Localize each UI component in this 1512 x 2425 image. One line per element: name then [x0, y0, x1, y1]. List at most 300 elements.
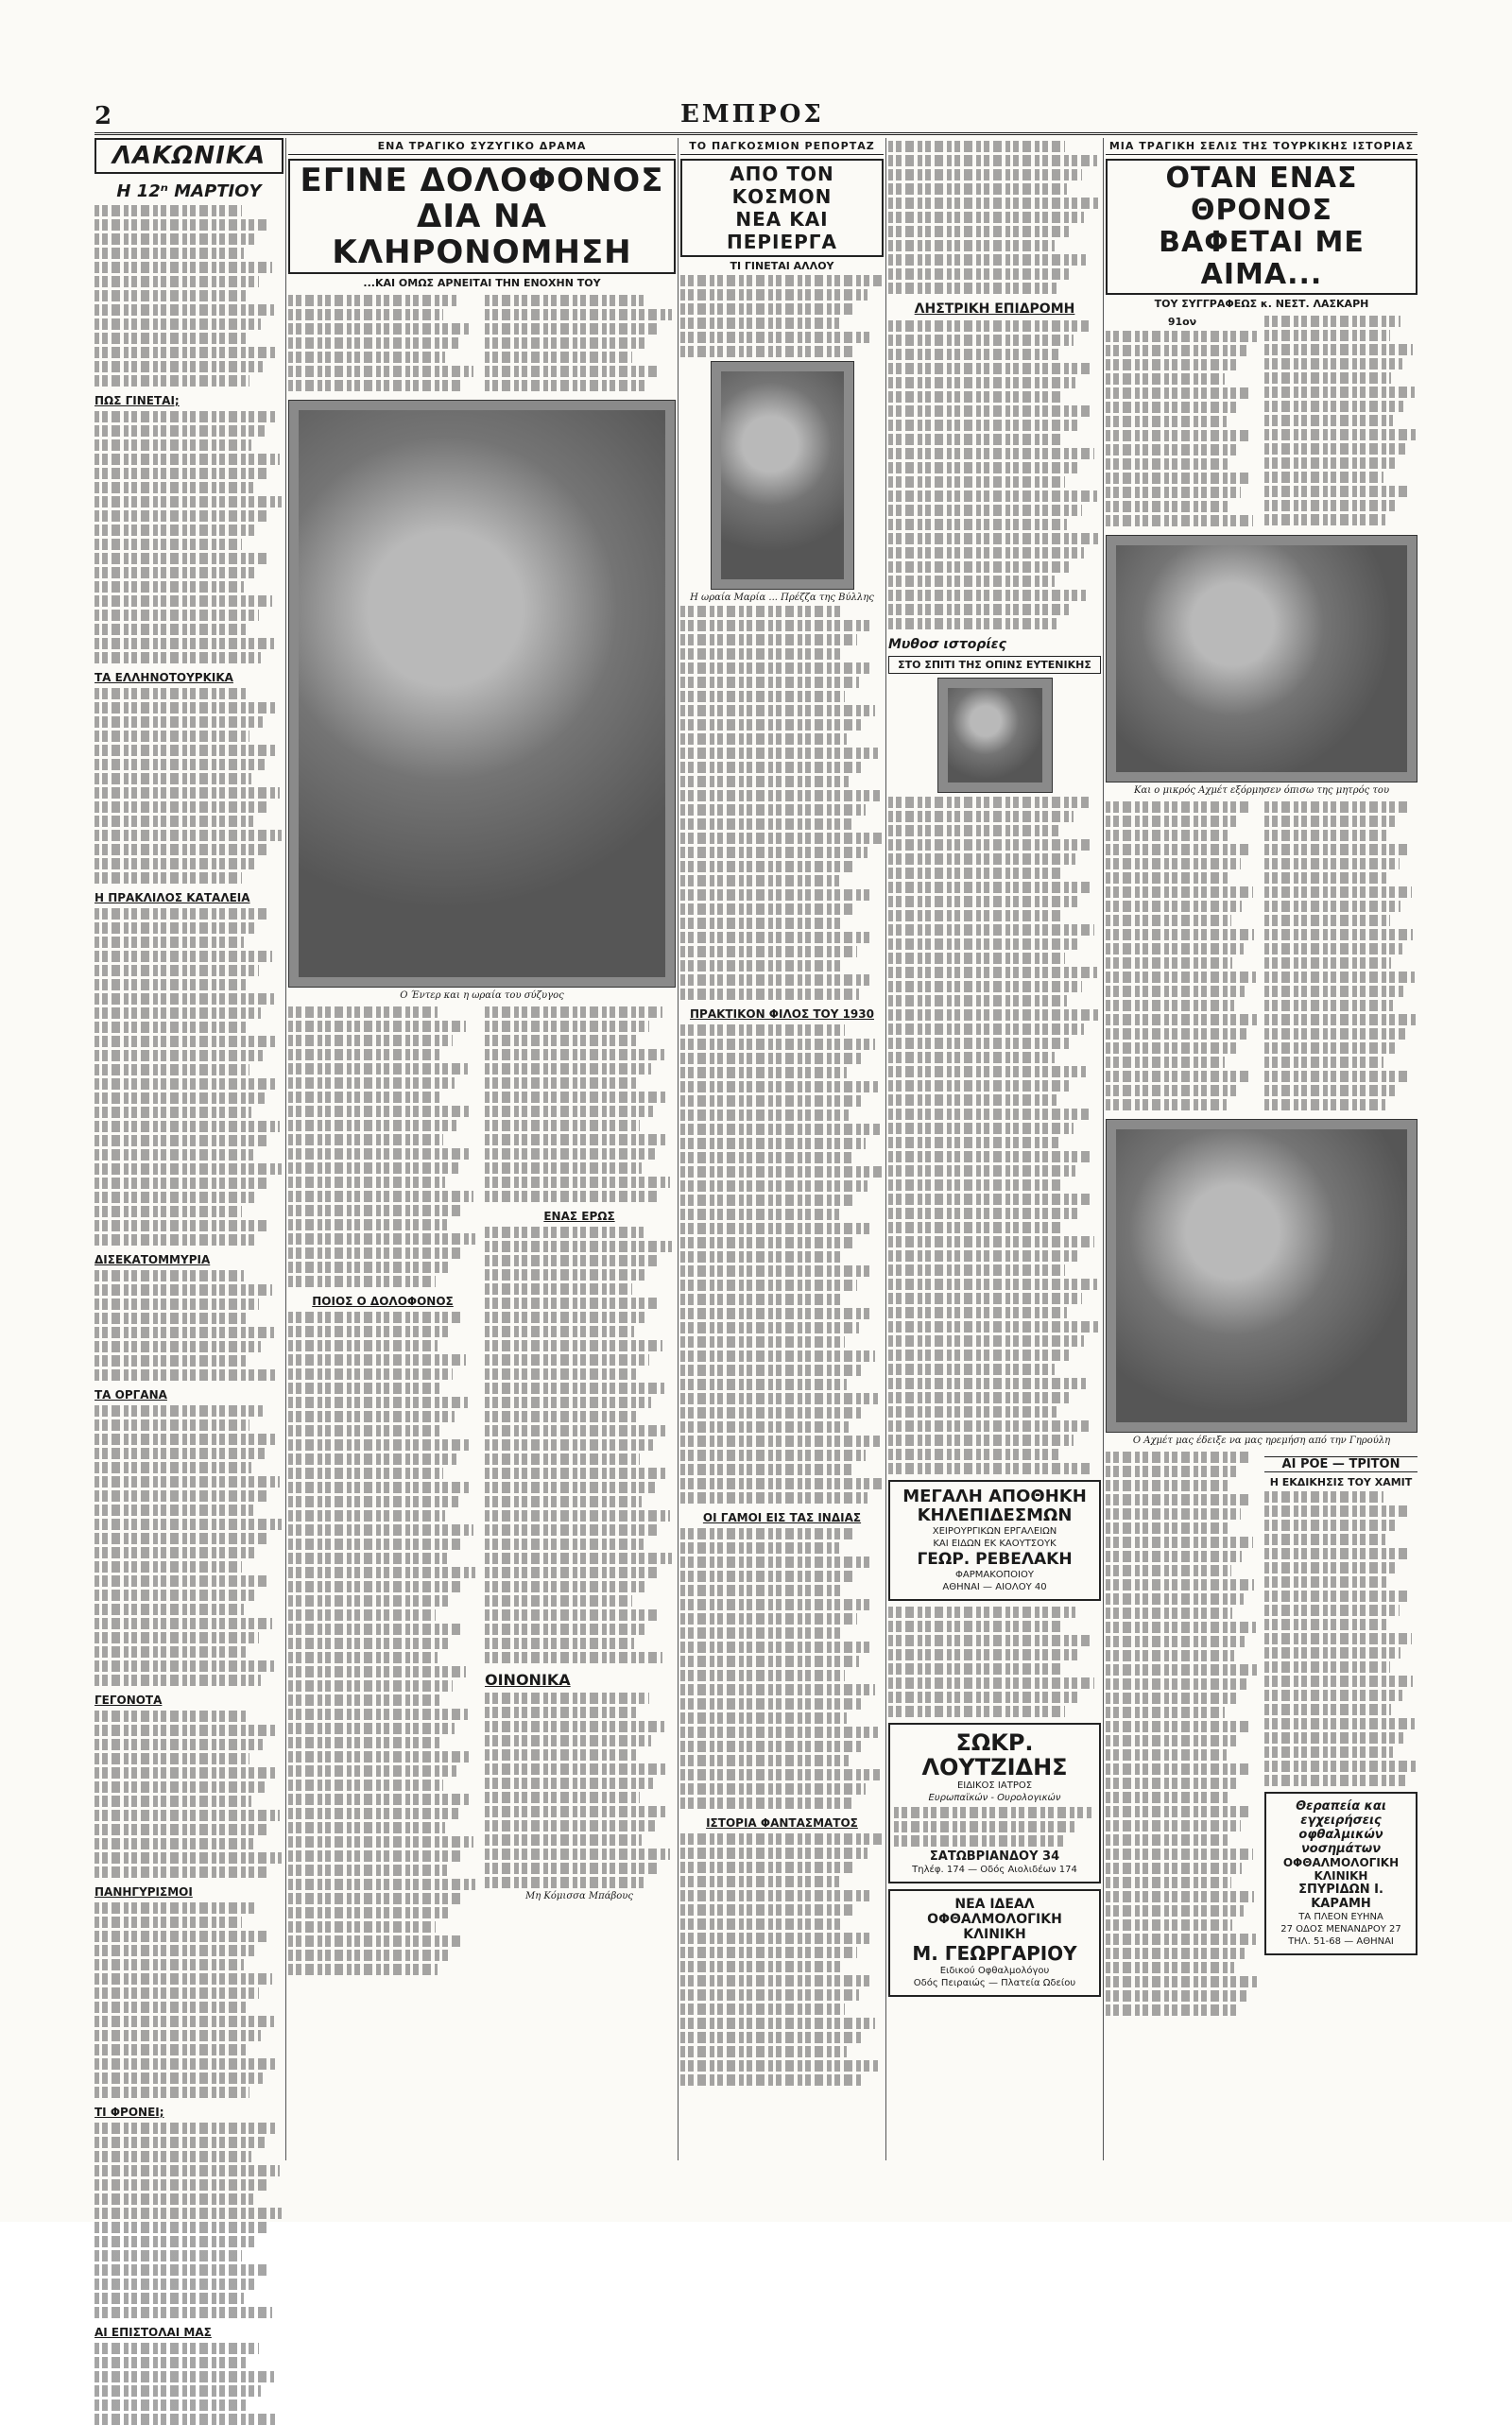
text-line	[680, 1464, 851, 1475]
text-line	[288, 1652, 438, 1663]
text-line	[288, 1425, 441, 1436]
text-line	[288, 1765, 456, 1777]
text-line	[888, 155, 1097, 166]
text-line	[1264, 986, 1403, 997]
text-line	[1106, 972, 1256, 983]
text-line	[680, 776, 849, 787]
ad-line: Ευρωπαϊκών - Ουρολογικών	[928, 1793, 1061, 1803]
text-line	[94, 1902, 255, 1914]
text-line	[1264, 1718, 1415, 1729]
text-line	[1264, 1576, 1387, 1588]
column-divider	[285, 138, 286, 2160]
text-line	[94, 2123, 278, 2134]
text-line	[94, 1931, 270, 1942]
text-line	[680, 1876, 839, 1887]
text-line	[1106, 1678, 1246, 1690]
text-line	[680, 1862, 853, 1873]
text-line	[1106, 473, 1251, 484]
text-line	[888, 938, 1080, 950]
text-line	[288, 1567, 475, 1578]
ad-line: ΦΑΡΜΑΚΟΠΟΙΟΥ	[955, 1570, 1034, 1580]
text-line	[888, 896, 1077, 907]
text-line	[288, 1865, 447, 1876]
section-heading: ΠΡΑΚΤΙΚΟΝ ΦΙΛΟΣ ΤΟΥ 1930	[690, 1007, 874, 1021]
text-line	[888, 882, 1092, 893]
text-line	[888, 1692, 1080, 1703]
text-line	[94, 1917, 242, 1928]
text-line	[94, 965, 259, 976]
section-heading: Η ΠΡΑΚΛΙΛΟΣ ΚΑΤΑΛΕΙΑ	[94, 891, 250, 904]
photo-caption: Ο Έντερ και η ωραία του σύζυγος	[400, 990, 564, 1001]
text-line	[680, 1528, 853, 1539]
text-line	[1106, 430, 1249, 441]
headline-line-2: ΔΙΑ ΝΑ ΚΛΗΡΟΝΟΜΗΣΗ	[332, 198, 632, 271]
text-line	[680, 1109, 849, 1121]
text-line	[94, 482, 253, 493]
text-line	[888, 377, 1075, 388]
text-line	[680, 1039, 875, 1050]
text-line	[680, 1698, 861, 1710]
text-line	[288, 1694, 439, 1706]
text-line	[288, 1006, 438, 1018]
ad-line: Οδός Πειραιώς — Πλατεία Ωδείου	[913, 1978, 1076, 1988]
text-line	[1106, 1028, 1246, 1040]
text-line	[94, 1725, 276, 1736]
text-line	[485, 1120, 640, 1131]
text-line	[94, 1711, 248, 1722]
text-line	[680, 960, 843, 972]
text-line	[94, 1206, 242, 1217]
ad-line: ΤΑ ΠΛΕΟΝ ΕΥΗΝΑ	[1298, 1912, 1383, 1922]
text-line	[94, 1341, 261, 1352]
text-line	[680, 2004, 845, 2015]
text-line	[888, 1222, 1063, 1233]
text-line	[485, 1877, 644, 1888]
text-line	[1264, 972, 1415, 983]
text-line	[680, 818, 851, 830]
text-line	[680, 1081, 878, 1092]
text-line	[288, 1411, 455, 1422]
text-line	[288, 1893, 462, 1904]
text-line	[1106, 1000, 1234, 1011]
text-line	[1106, 1707, 1225, 1718]
text-line	[485, 1749, 638, 1761]
text-line	[288, 1581, 462, 1592]
text-line	[94, 2264, 270, 2276]
text-line	[485, 366, 661, 377]
ad-name: Μ. ΓΕΩΡΓΑΡΙΟΥ	[912, 1942, 1077, 1965]
article-kicker: ΤΟ ΠΑΓΚΟΣΜΙΟΝ ΡΕΠΟΡΤΑΖ	[680, 138, 884, 155]
text-line	[680, 1195, 853, 1206]
text-line	[888, 1706, 1065, 1717]
text-line	[680, 1947, 857, 1958]
text-line	[1106, 1863, 1242, 1874]
text-line	[94, 1284, 272, 1296]
article-kicker: ΕΝΑ ΤΡΑΓΙΚΟ ΣΥΖΥΓΙΚΟ ΔΡΑΜΑ	[288, 138, 676, 155]
text-line	[288, 380, 460, 391]
text-line	[1264, 429, 1416, 440]
text-line	[1106, 1693, 1236, 1704]
text-line	[485, 1567, 659, 1578]
text-line	[680, 1684, 875, 1695]
text-line	[94, 638, 274, 649]
text-line	[485, 1191, 657, 1202]
text-line	[288, 1510, 445, 1522]
text-line	[1264, 415, 1393, 426]
text-line	[94, 872, 242, 884]
text-line	[680, 318, 839, 329]
text-line	[485, 1177, 670, 1188]
children-illustration	[937, 678, 1053, 793]
ad-line: ΑΘΗΝΑΙ — ΑΙΟΛΟΥ 40	[942, 1582, 1047, 1592]
text-line	[680, 1961, 843, 1972]
text-line	[1106, 801, 1249, 813]
text-line	[888, 1321, 1099, 1333]
page-number: 2	[94, 102, 112, 130]
text-line	[1264, 1761, 1416, 1772]
section-heading: ΑΙ ΕΠΙΣΤΟΛΑΙ ΜΑΣ	[94, 2326, 212, 2339]
text-line	[485, 1510, 670, 1522]
text-line	[94, 1163, 282, 1175]
ad-line: ΕΙΔΙΚΟΣ ΙΑΤΡΟΣ	[956, 1780, 1033, 1791]
text-line	[680, 1294, 843, 1305]
text-line	[680, 1067, 847, 1078]
text-line	[1106, 1664, 1257, 1676]
text-line	[1106, 1990, 1246, 2002]
text-line	[94, 2250, 242, 2262]
text-line	[94, 425, 265, 437]
text-line	[1106, 1834, 1229, 1846]
headline-line-1: ΕΓΙΝΕ ΔΟΛΟΦΟΝΟΣ	[300, 162, 664, 199]
text-line	[94, 1646, 246, 1658]
text-line	[1106, 1905, 1244, 1917]
text-line	[1106, 359, 1236, 370]
text-line	[1264, 929, 1413, 940]
text-line	[288, 1148, 472, 1160]
text-line	[1264, 1562, 1398, 1574]
text-line	[680, 1741, 864, 1752]
text-line	[485, 1241, 672, 1252]
section-heading: ΤΑ ΕΛΛΗΝΟΤΟΥΡΚΙΚΑ	[94, 671, 233, 684]
text-line	[94, 1519, 282, 1530]
article-headline	[288, 159, 676, 274]
text-line	[94, 1121, 280, 1132]
text-line	[1106, 1042, 1236, 1054]
text-line	[94, 1575, 270, 1587]
text-line	[888, 1109, 1089, 1120]
text-line	[680, 1280, 857, 1291]
text-line	[94, 1007, 261, 1019]
text-line	[485, 1006, 662, 1018]
text-line	[288, 1120, 456, 1131]
text-line	[680, 2074, 864, 2086]
text-line	[680, 1712, 847, 1724]
text-line	[288, 1092, 441, 1103]
text-line	[485, 1707, 636, 1718]
text-line	[94, 731, 249, 742]
text-line	[485, 1411, 638, 1422]
text-line	[680, 1904, 855, 1916]
text-line	[94, 1355, 248, 1367]
text-line	[288, 1191, 473, 1202]
text-line	[94, 1078, 278, 1090]
text-line	[888, 363, 1091, 374]
text-line	[1106, 1948, 1245, 1959]
text-line	[1106, 1891, 1254, 1902]
ad-eye-clinic	[888, 1889, 1101, 1997]
text-line	[1106, 1877, 1231, 1888]
text-line	[1106, 1071, 1248, 1082]
ad-line: ΟΦΘΑΛΜΟΛΟΓΙΚΗ ΚΛΙΝΙΚΗ	[1282, 1856, 1400, 1883]
text-line	[888, 320, 1089, 332]
text-line	[288, 1907, 449, 1918]
text-line	[94, 1781, 265, 1793]
text-line	[680, 275, 882, 286]
text-line	[680, 1322, 859, 1333]
text-line	[94, 2343, 259, 2354]
text-line	[680, 1024, 845, 1036]
ad-line: ΣΑΤΩΒΡΙΑΝΔΟΥ 34	[929, 1849, 1060, 1864]
text-line	[94, 2044, 248, 2055]
text-line	[485, 1863, 657, 1874]
text-line	[888, 1179, 1060, 1191]
text-line	[288, 1624, 464, 1635]
text-line	[1106, 1778, 1239, 1789]
text-line	[288, 1751, 470, 1763]
text-line	[485, 1283, 632, 1295]
text-line	[485, 1482, 655, 1493]
text-line	[888, 268, 1072, 280]
text-line	[94, 2385, 261, 2397]
text-line	[94, 1604, 244, 1615]
text-line	[94, 1050, 263, 1061]
text-line	[94, 858, 255, 869]
text-line	[288, 1021, 466, 1032]
text-line	[1264, 1775, 1405, 1786]
text-line	[485, 1106, 653, 1117]
text-line	[888, 1392, 1072, 1403]
text-line	[1264, 500, 1396, 511]
text-line	[1106, 1057, 1225, 1068]
text-line	[680, 1436, 880, 1447]
text-line	[1106, 1452, 1249, 1463]
text-line	[94, 1618, 272, 1629]
text-line	[1106, 1735, 1237, 1746]
text-line	[888, 910, 1063, 921]
headline-line-2: ΝΕΑ ΚΑΙ ΠΕΡΙΕΡΓΑ	[726, 208, 838, 253]
text-line	[680, 1556, 869, 1568]
text-line	[94, 2399, 248, 2411]
section-heading: ΤΑ ΟΡΓΑΝΑ	[94, 1388, 167, 1402]
text-line	[94, 1327, 274, 1338]
text-line	[888, 1378, 1086, 1389]
text-line	[288, 1312, 464, 1323]
headline-line-1: ΟΤΑΝ ΕΝΑΣ ΘΡΟΝΟΣ	[1165, 162, 1358, 227]
text-line	[680, 1421, 849, 1433]
text-line	[94, 595, 272, 607]
text-line	[94, 290, 246, 301]
text-line	[1106, 1650, 1234, 1661]
text-line	[288, 1035, 453, 1046]
text-line	[888, 1677, 1094, 1689]
text-line	[1106, 1792, 1228, 1803]
text-line	[888, 1335, 1084, 1347]
text-line	[1106, 1579, 1254, 1591]
text-line	[485, 1340, 662, 1351]
text-line	[94, 844, 268, 855]
text-line	[1264, 1505, 1407, 1517]
photo-caption: Η ωραία Μαρία ... Πρέζζα της Βύλλης	[690, 593, 874, 603]
text-line	[680, 1755, 849, 1766]
text-line	[94, 567, 257, 578]
text-line	[1264, 1704, 1391, 1715]
text-line	[888, 604, 1072, 615]
text-line	[1106, 1763, 1249, 1775]
text-line	[94, 1092, 265, 1104]
text-line	[288, 1134, 443, 1145]
section-heading: ΟΙ ΓΑΜΟΙ ΕΙΣ ΤΑΣ ΙΝΔΙΑΣ	[702, 1511, 862, 1524]
text-line	[288, 352, 445, 363]
text-line	[1106, 816, 1239, 827]
text-line	[94, 1632, 259, 1643]
text-line	[1264, 486, 1407, 497]
chapter-number: 91ον	[1167, 316, 1197, 328]
text-line	[1264, 316, 1400, 327]
text-line	[485, 1162, 642, 1174]
text-line	[288, 1262, 449, 1273]
text-line	[288, 1723, 455, 1734]
text-line	[888, 533, 1099, 544]
ad-doctor	[888, 1723, 1101, 1883]
text-line	[288, 337, 458, 349]
text-line	[680, 1095, 864, 1107]
column-divider	[885, 138, 886, 2160]
text-line	[94, 716, 263, 728]
text-line	[485, 337, 645, 349]
text-line	[94, 318, 261, 330]
text-line	[288, 366, 473, 377]
ad-name: ΣΩΚΡ. ΛΟΥΤΖΙΔΗΣ	[921, 1729, 1068, 1780]
headline-line-1: ΑΠΟ ΤΟΝ ΚΟΣΜΟΝ	[730, 163, 834, 208]
text-line	[288, 1524, 473, 1536]
text-line	[894, 1821, 1077, 1832]
text-line	[1106, 402, 1237, 413]
text-line	[888, 283, 1057, 294]
text-line	[888, 1009, 1099, 1021]
text-line	[485, 1820, 655, 1832]
text-line	[888, 839, 1091, 851]
text-line	[485, 1496, 642, 1507]
text-line	[680, 1848, 868, 1859]
text-line	[94, 2236, 255, 2247]
text-line	[680, 1797, 851, 1809]
text-line	[680, 1727, 878, 1738]
ad-name: ΣΠΥΡΙΔΩΝ Ι. ΚΑΡΑΜΗ	[1298, 1883, 1383, 1911]
text-line	[94, 347, 276, 358]
text-line	[888, 1080, 1072, 1092]
text-line	[94, 1767, 278, 1779]
text-line	[485, 1227, 644, 1238]
section-heading: ΔΙΣΕΚΑΤΟΜΜΥΡΙΑ	[94, 1253, 211, 1266]
text-line	[94, 219, 270, 231]
text-line	[1106, 1593, 1244, 1605]
text-line	[485, 1077, 638, 1089]
text-line	[680, 1833, 882, 1845]
article-headline	[1106, 159, 1418, 295]
text-line	[680, 1627, 843, 1639]
text-line	[485, 1693, 649, 1704]
text-line	[680, 1379, 847, 1390]
text-line	[485, 1849, 670, 1860]
text-line	[485, 1049, 664, 1060]
ad-line: ΧΕΙΡΟΥΡΓΙΚΩΝ ΕΡΓΑΛΕΙΩΝ	[932, 1526, 1057, 1537]
ad-name: ΓΕΩΡ. ΡΕΒΕΛΑΚΗ	[917, 1550, 1073, 1569]
text-line	[94, 1022, 248, 1033]
masthead-rule	[94, 132, 1418, 135]
text-line	[894, 1835, 1063, 1847]
text-line	[680, 1571, 855, 1582]
text-line	[888, 391, 1060, 403]
text-line	[680, 861, 853, 872]
text-line	[94, 759, 265, 770]
text-line	[680, 1152, 851, 1163]
text-line	[888, 1350, 1069, 1361]
text-line	[1264, 1028, 1405, 1040]
text-line	[1264, 472, 1383, 483]
text-line	[1106, 387, 1248, 399]
text-line	[1106, 1466, 1239, 1477]
text-line	[94, 2414, 276, 2425]
text-line	[485, 1021, 649, 1032]
text-line	[485, 1763, 666, 1775]
text-line	[680, 1783, 866, 1795]
text-line	[1264, 358, 1402, 370]
text-line	[888, 1364, 1055, 1375]
section-heading: ΓΕΓΟΝΟΤΑ	[94, 1694, 163, 1707]
text-line	[94, 773, 251, 784]
text-line	[888, 1194, 1092, 1205]
text-line	[288, 1219, 447, 1230]
text-line	[288, 1709, 468, 1720]
text-line	[94, 1959, 244, 1970]
text-line	[680, 1251, 841, 1263]
text-line	[680, 1670, 845, 1681]
section-heading: ΙΣΤΟΡΙΑ ΦΑΝΤΑΣΜΑΤΟΣ	[706, 1816, 858, 1830]
text-line	[288, 1439, 470, 1451]
section-heading: ΠΑΝΗΓΥΡΙΣΜΟΙ	[94, 1885, 193, 1899]
text-line	[94, 2179, 266, 2191]
text-line	[888, 1406, 1057, 1418]
text-line	[94, 951, 272, 962]
text-line	[94, 787, 280, 799]
text-line	[680, 1223, 869, 1234]
text-line	[1106, 515, 1253, 526]
text-line	[888, 1094, 1057, 1106]
text-line	[888, 1607, 1075, 1618]
text-line	[94, 411, 278, 422]
text-line	[1106, 1934, 1256, 1945]
text-line	[94, 1973, 272, 1985]
text-line	[888, 405, 1092, 417]
text-line	[94, 510, 268, 522]
text-line	[485, 1778, 653, 1789]
text-line	[680, 1613, 857, 1625]
text-line	[888, 505, 1082, 516]
text-line	[485, 309, 672, 320]
text-line	[485, 1524, 657, 1536]
serial-subtitle: ΣΤΟ ΣΠΙΤΙ ΤΗΣ ΟΠΙΝΣ ΕΥΤΕΝΙΚΗΣ	[888, 656, 1101, 674]
text-line	[888, 547, 1084, 559]
